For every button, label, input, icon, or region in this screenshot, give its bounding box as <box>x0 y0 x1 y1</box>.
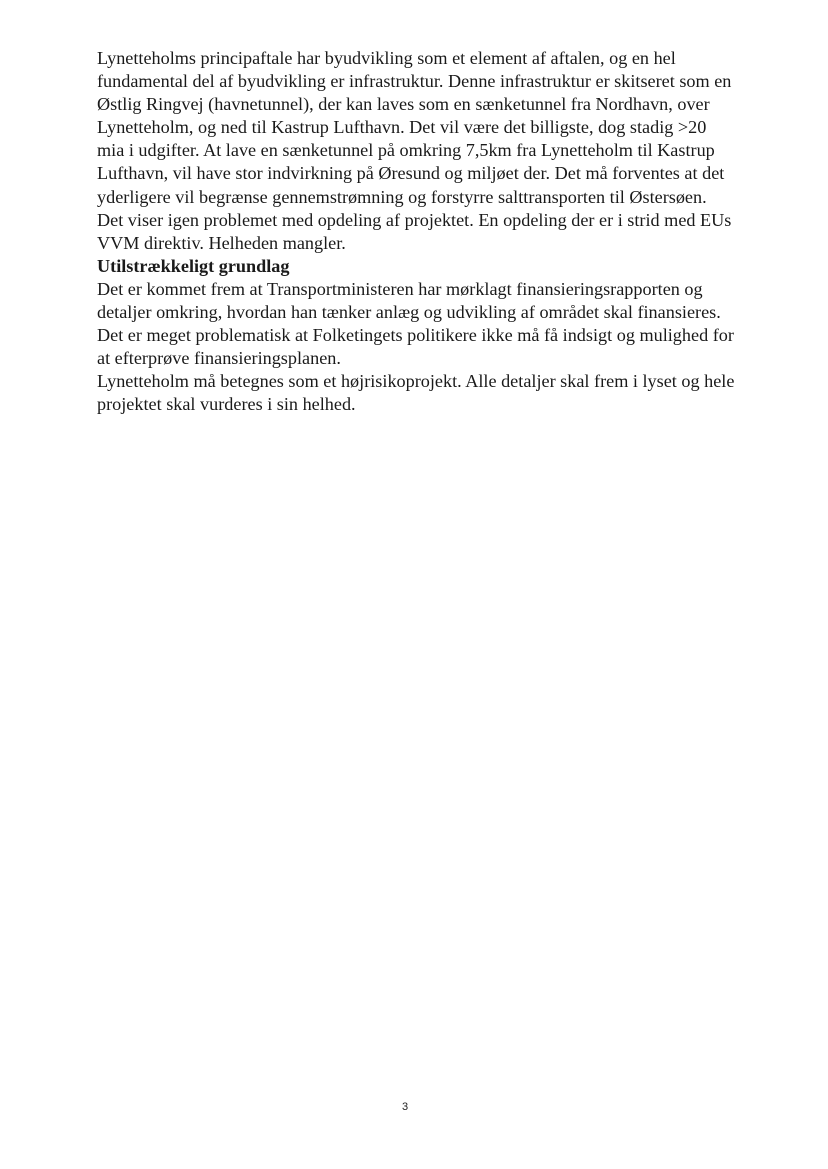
paragraph-financing: Det er kommet frem at Transportministeren har mørklagt finansieringsrapporten og detaljer omkring, hvordan han tænker anlæg og udvikling af området skal finansieres. Det er meget problematisk at Folketingets politikere ikke må få indsigt og mulighed for at efterprøve finansieringsplanen. <box>97 278 734 369</box>
section-heading: Utilstrækkeligt grundlag <box>97 255 290 276</box>
paragraph-infrastructure: Lynetteholms principaftale har byudvikling som et element af aftalen, og en hel fundamental del af byudvikling er infrastruktur. Denne infrastruktur er skitseret som en Østlig Ringvej (havnetunnel), der kan laves som en sænketunnel fra Nordhavn, over Lynetteholm, og ned til Kastrup Lufthavn. Det vil være det billigste, dog stadig >20 mia i udgifter. At lave en sænketunnel på omkring 7,5km fra Lynetteholm til Kastrup Lufthavn, vil have stor indvirkning på Øresund og miljøet der. Det må forventes at det yderligere vil begrænse gennemstrømning og forstyrre salttransporten til Østersøen. <box>97 48 732 207</box>
paragraph-project-division: Det viser igen problemet med opdeling af projektet. En opdeling der er i strid med EUs VVM direktiv. Helheden mangler. <box>97 209 732 253</box>
document-body <box>97 47 737 417</box>
page-number: 3 <box>401 1101 409 1113</box>
paragraph-high-risk: Lynetteholm må betegnes som et højrisikoprojekt. Alle detaljer skal frem i lyset og hele projektet skal vurderes i sin helhed. <box>97 371 735 415</box>
